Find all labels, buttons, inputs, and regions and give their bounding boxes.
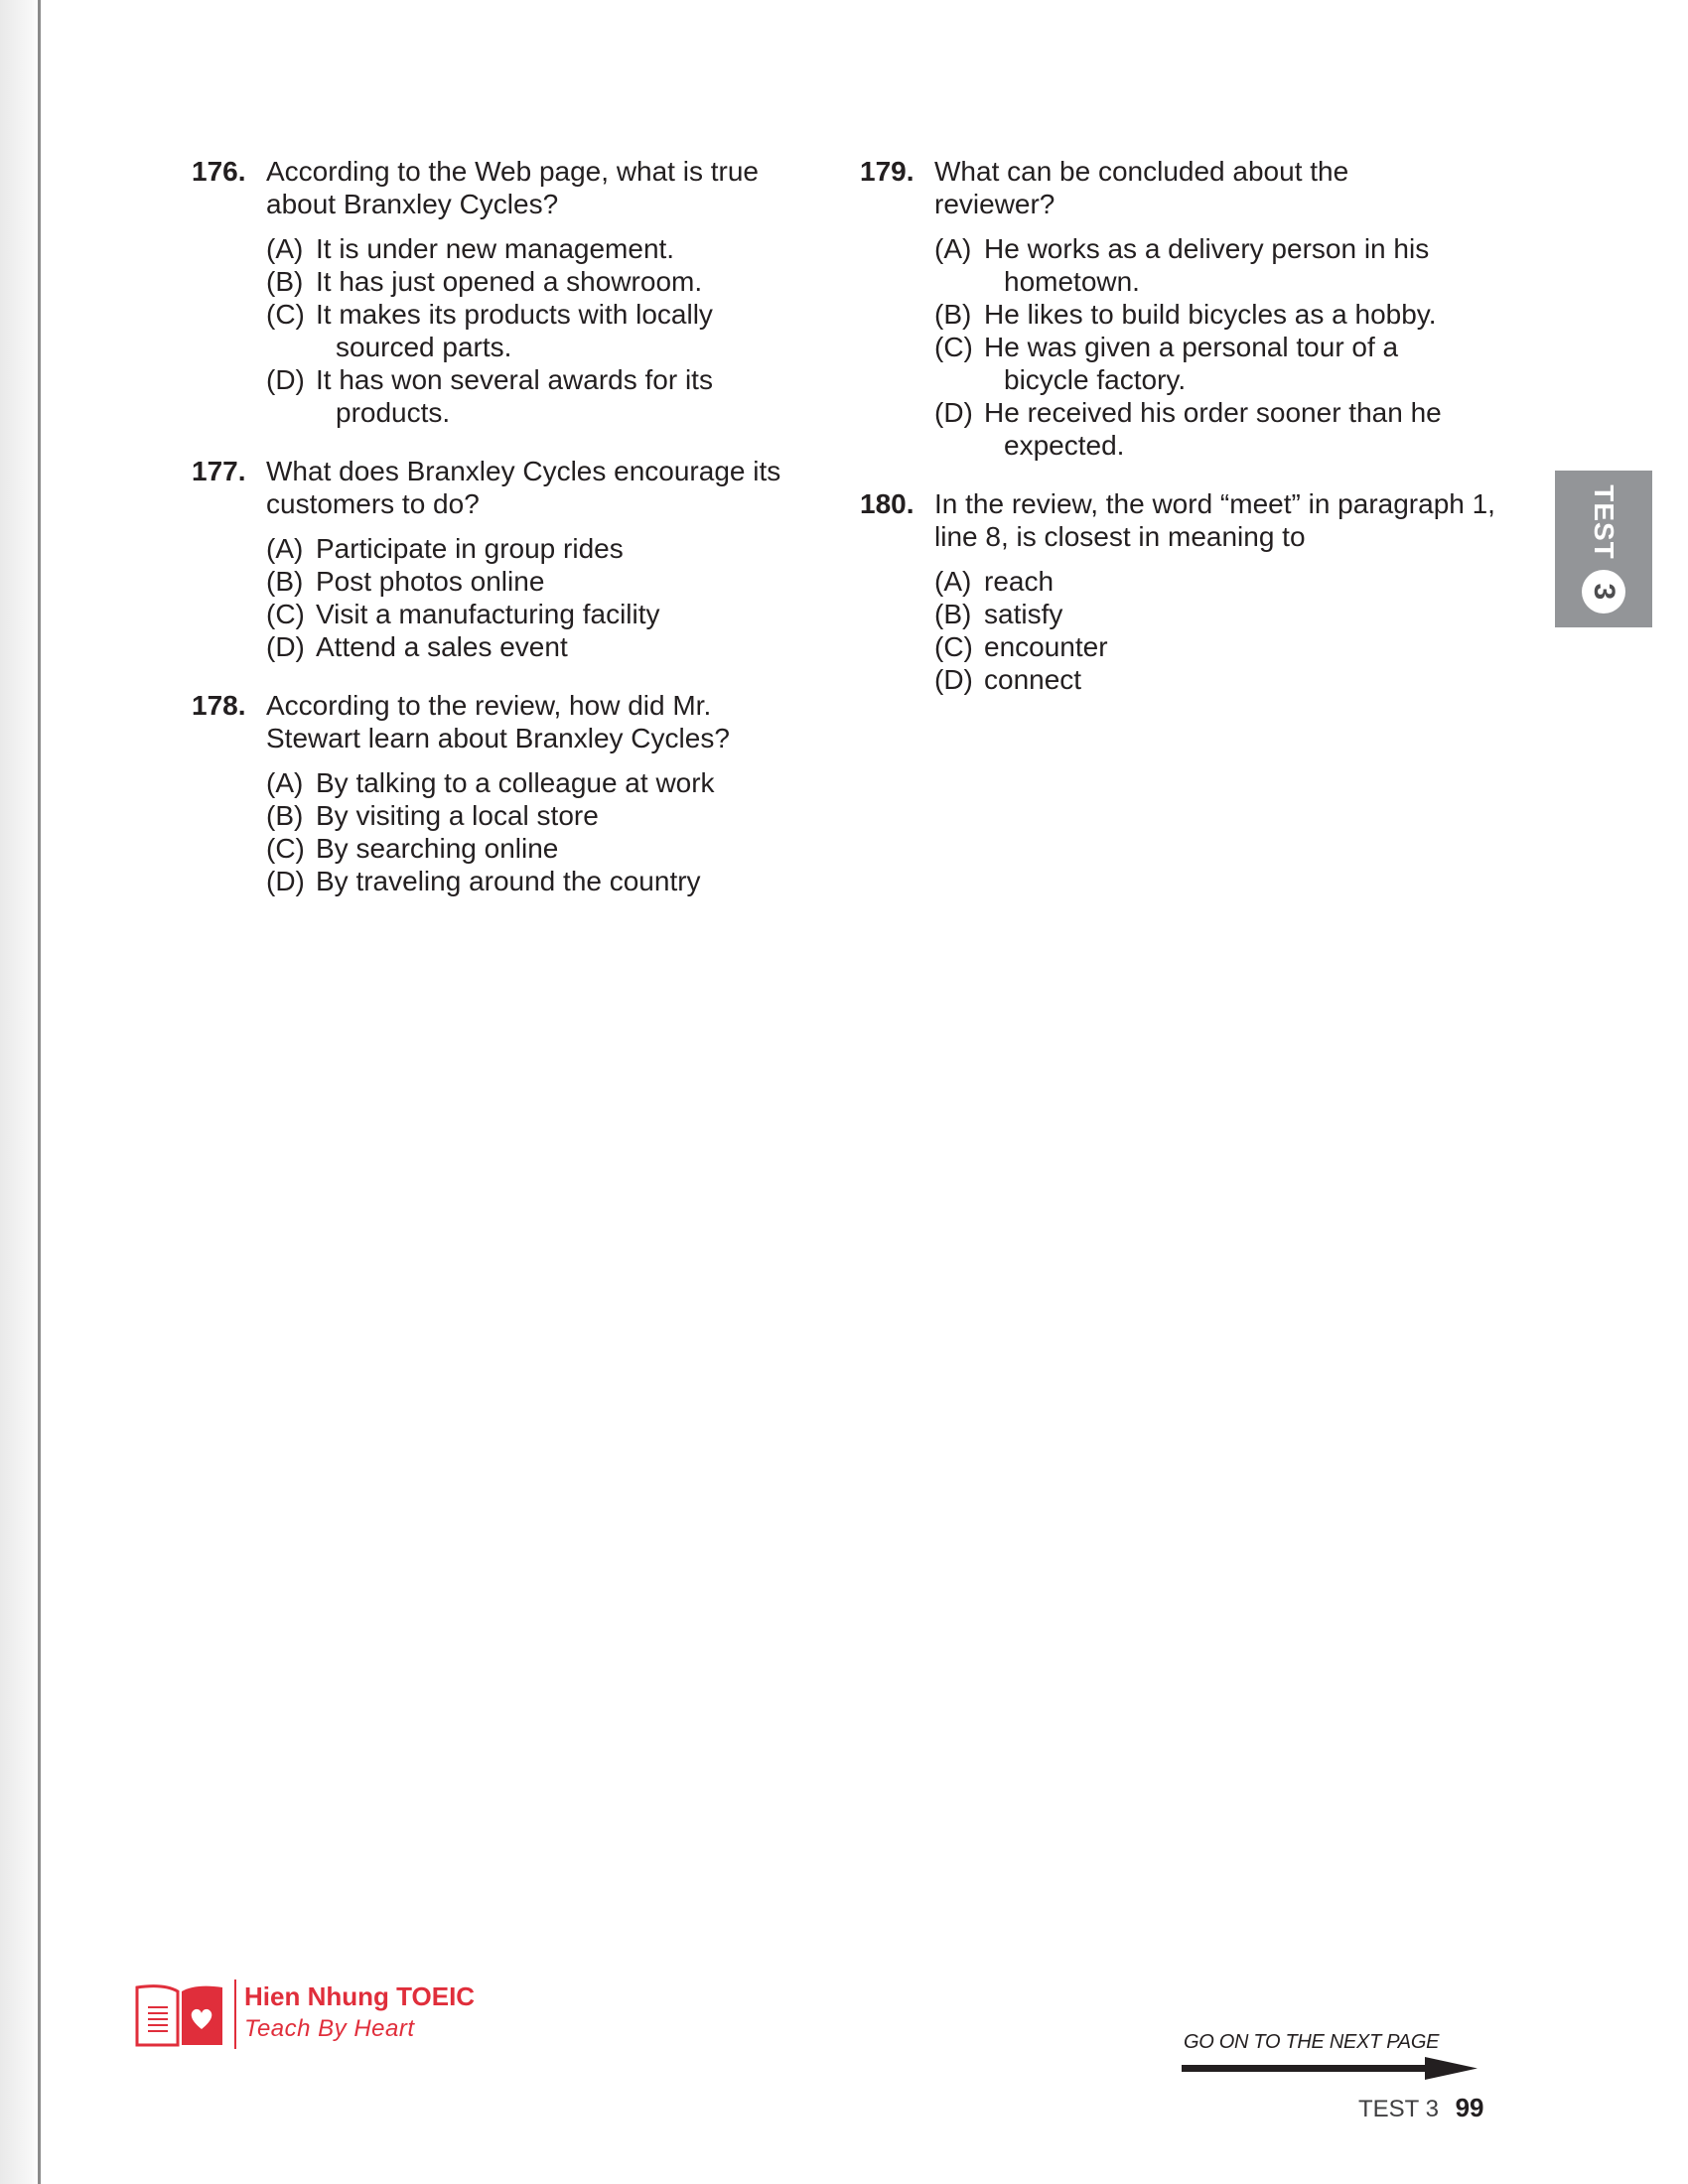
page-number: 99 xyxy=(1455,2093,1484,2122)
option-letter: (A) xyxy=(266,233,304,264)
arrow-right-icon xyxy=(1182,2055,1479,2083)
go-next-page-indicator xyxy=(1182,2031,1479,2077)
option-text: He likes to build bicycles as a hobby. xyxy=(984,299,1437,330)
option-letter: (C) xyxy=(266,599,305,629)
option-letter: (B) xyxy=(934,299,972,330)
right-question-column xyxy=(860,155,1495,722)
option-letter: (A) xyxy=(266,533,304,564)
option-b[interactable] xyxy=(934,298,1495,331)
option-text: It has just opened a showroom. xyxy=(316,266,703,297)
option-a[interactable] xyxy=(266,532,827,565)
answer-options xyxy=(266,532,827,663)
option-letter: (B) xyxy=(266,266,304,297)
option-letter: (C) xyxy=(266,299,305,330)
tab-label: TEST xyxy=(1589,484,1619,560)
question-179 xyxy=(860,155,1495,462)
question-number: 177. xyxy=(192,456,246,486)
option-c[interactable] xyxy=(266,832,827,865)
brand-logo xyxy=(134,1976,511,2055)
answer-options xyxy=(934,565,1495,696)
option-text: Attend a sales event xyxy=(316,631,568,662)
option-c[interactable] xyxy=(934,630,1495,663)
option-a[interactable] xyxy=(934,565,1495,598)
logo-title: Hien Nhung TOEIC xyxy=(244,1981,476,2011)
footer-test-label: TEST 3 xyxy=(1358,2096,1439,2122)
option-b[interactable] xyxy=(934,598,1495,630)
option-a[interactable] xyxy=(934,232,1495,298)
option-d[interactable] xyxy=(934,396,1495,462)
question-180 xyxy=(860,487,1495,696)
option-letter: (B) xyxy=(266,800,304,831)
option-text: reach xyxy=(984,566,1055,597)
test-section-tab xyxy=(1555,471,1652,627)
option-letter: (C) xyxy=(266,833,305,864)
answer-options xyxy=(266,232,827,429)
logo-divider xyxy=(234,1979,236,2049)
logo-subtitle: Teach By Heart xyxy=(244,2015,415,2042)
option-letter: (A) xyxy=(934,233,972,264)
option-a[interactable] xyxy=(266,232,827,265)
option-text: Post photos online xyxy=(316,566,545,597)
option-letter: (D) xyxy=(266,631,305,662)
question-prompt: In the review, the word “meet” in paragraph 1, line 8, is closest in meaning to xyxy=(934,488,1495,552)
question-number: 179. xyxy=(860,156,914,187)
option-text: encounter xyxy=(984,631,1108,662)
go-next-label: GO ON TO THE NEXT PAGE xyxy=(1184,2031,1440,2053)
option-letter: (A) xyxy=(934,566,972,597)
page-shadow xyxy=(0,0,38,2184)
option-letter: (C) xyxy=(934,332,973,362)
question-prompt: According to the Web page, what is true about Branxley Cycles? xyxy=(266,156,759,219)
option-text: Visit a manufacturing facility xyxy=(316,599,660,629)
answer-options xyxy=(266,766,827,897)
option-text: By visiting a local store xyxy=(316,800,599,831)
option-d[interactable] xyxy=(266,630,827,663)
page-footer xyxy=(1358,2093,1487,2128)
option-text: He was given a personal tour of a bicycle factory. xyxy=(984,332,1399,395)
option-text: It makes its products with locally sourced parts. xyxy=(316,299,713,362)
question-number: 176. xyxy=(192,156,246,187)
option-text: It is under new management. xyxy=(316,233,675,264)
option-letter: (C) xyxy=(934,631,973,662)
question-prompt: What does Branxley Cycles encourage its customers to do? xyxy=(266,456,781,519)
option-b[interactable] xyxy=(266,799,827,832)
option-letter: (D) xyxy=(934,397,973,428)
question-178 xyxy=(192,689,827,897)
option-text: By searching online xyxy=(316,833,559,864)
option-text: Participate in group rides xyxy=(316,533,624,564)
option-letter: (D) xyxy=(266,866,305,896)
question-number: 178. xyxy=(192,690,246,721)
open-book-heart-icon xyxy=(134,1979,225,2049)
option-b[interactable] xyxy=(266,265,827,298)
tab-number-badge: 3 xyxy=(1582,570,1625,614)
option-d[interactable] xyxy=(266,865,827,897)
option-d[interactable] xyxy=(934,663,1495,696)
option-text: He works as a delivery person in his hometown. xyxy=(984,233,1430,297)
option-text: connect xyxy=(984,664,1082,695)
question-prompt: According to the review, how did Mr. Stewart learn about Branxley Cycles? xyxy=(266,690,730,753)
option-letter: (B) xyxy=(934,599,972,629)
page-binding-line xyxy=(38,0,41,2184)
option-c[interactable] xyxy=(934,331,1495,396)
option-letter: (D) xyxy=(934,664,973,695)
option-text: It has won several awards for its products. xyxy=(316,364,713,428)
question-176 xyxy=(192,155,827,429)
option-letter: (A) xyxy=(266,767,304,798)
option-letter: (D) xyxy=(266,364,305,395)
option-text: By talking to a colleague at work xyxy=(316,767,715,798)
tab-content xyxy=(1555,471,1652,627)
option-text: satisfy xyxy=(984,599,1063,629)
question-177 xyxy=(192,455,827,663)
option-d[interactable] xyxy=(266,363,827,429)
option-b[interactable] xyxy=(266,565,827,598)
option-text: He received his order sooner than he expected. xyxy=(984,397,1442,461)
left-question-column xyxy=(192,155,827,923)
option-letter: (B) xyxy=(266,566,304,597)
answer-options xyxy=(934,232,1495,462)
option-c[interactable] xyxy=(266,598,827,630)
option-text: By traveling around the country xyxy=(316,866,701,896)
question-number: 180. xyxy=(860,488,914,519)
option-c[interactable] xyxy=(266,298,827,363)
question-prompt: What can be concluded about the reviewer? xyxy=(934,156,1349,219)
option-a[interactable] xyxy=(266,766,827,799)
